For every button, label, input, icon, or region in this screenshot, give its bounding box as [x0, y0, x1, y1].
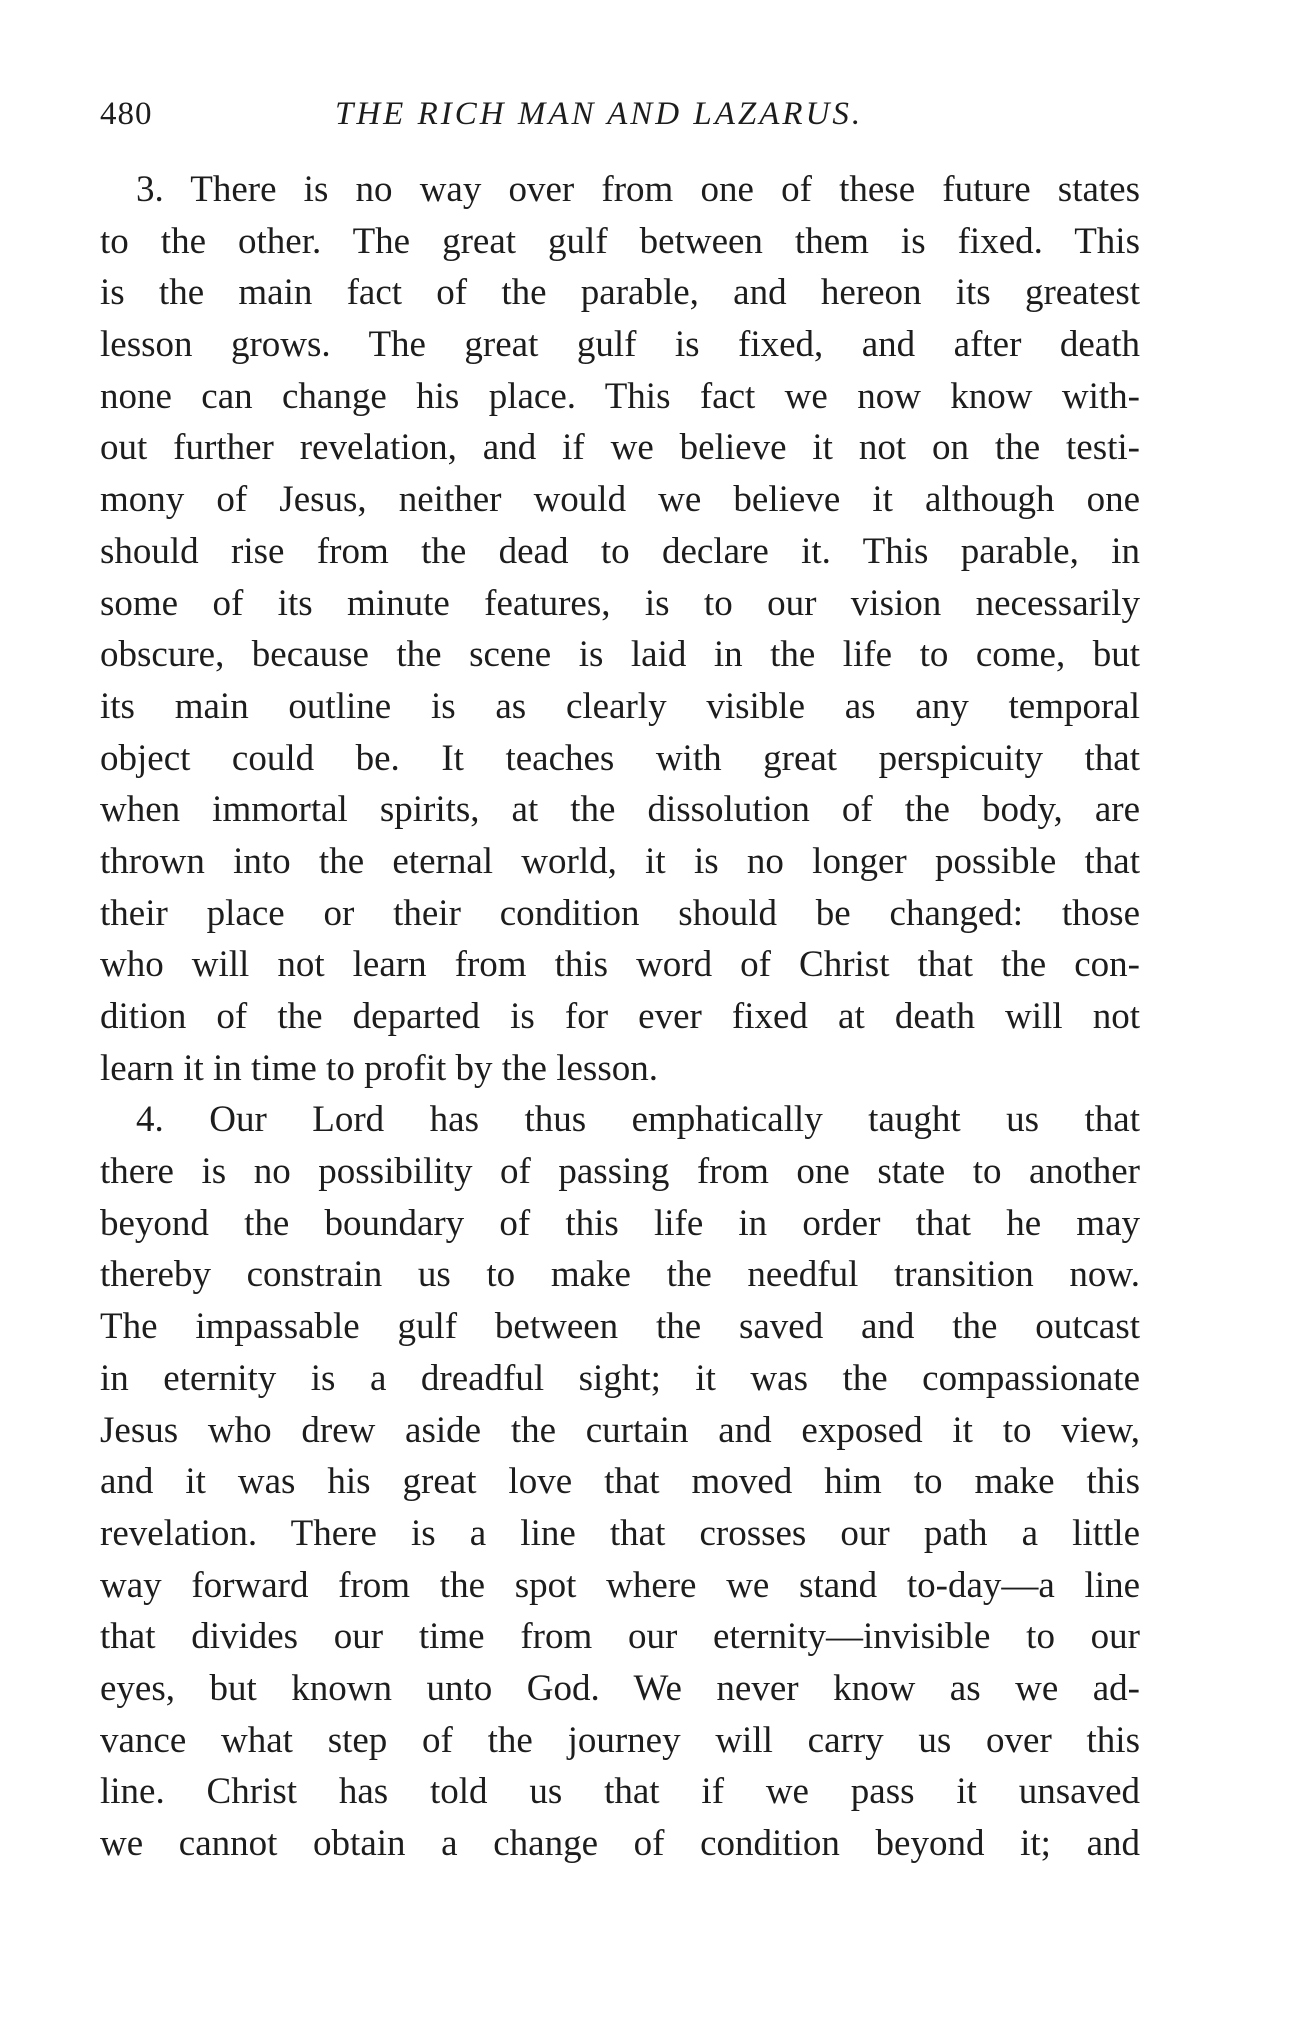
text-line: mony of Jesus, neither would we believe it although one: [100, 479, 1140, 521]
text-line: we cannot obtain a change of condition beyond it; and: [100, 1823, 1140, 1864]
text-line: dition of the departed is for ever fixed at death will not: [100, 996, 1140, 1037]
text-line: way forward from the spot where we stand to-day—a line: [100, 1564, 1140, 1606]
text-line: who will not learn from this word of Christ that the con-: [100, 944, 1140, 986]
text-line: when immortal spirits, at the dissolution of the body, are: [100, 789, 1140, 831]
text-line: and it was his great love that moved him to make this: [100, 1461, 1140, 1503]
text-line: out further revelation, and if we believe it not on the testi-: [100, 427, 1140, 469]
text-line: object could be. It teaches with great perspicuity that: [100, 737, 1140, 779]
text-line: 3. There is no way over from one of these future states: [136, 169, 1140, 210]
text-line: revelation. There is a line that crosses our path a little: [100, 1512, 1140, 1554]
text-line: eyes, but known unto God. We never know as we ad-: [100, 1667, 1140, 1709]
text-line: none can change his place. This fact we now know with-: [100, 375, 1140, 417]
text-line: that divides our time from our eternity—invisible to our: [100, 1616, 1140, 1658]
text-line: Jesus who drew aside the curtain and exposed it to view,: [100, 1409, 1140, 1451]
text-line: The impassable gulf between the saved and the outcast: [100, 1306, 1140, 1348]
text-line: in eternity is a dreadful sight; it was the compassionate: [100, 1357, 1140, 1399]
text-line: there is no possibility of passing from one state to another: [100, 1151, 1140, 1193]
text-line: is the main fact of the parable, and hereon its greatest: [100, 272, 1140, 314]
text-line: beyond the boundary of this life in order that he may: [100, 1202, 1140, 1244]
text-line: line. Christ has told us that if we pass it unsaved: [100, 1771, 1140, 1813]
page-number: 480: [100, 96, 153, 132]
text-line: to the other. The great gulf between them is fixed. This: [100, 220, 1140, 262]
running-head: [100, 96, 1140, 142]
text-line: vance what step of the journey will carry us over this: [100, 1719, 1140, 1761]
body-text: [100, 164, 1140, 1870]
text-line: some of its minute features, is to our vision necessarily: [100, 582, 1140, 624]
text-line: learn it in time to profit by the lesson.: [100, 1047, 658, 1089]
text-line: obscure, because the scene is laid in the life to come, but: [100, 634, 1140, 676]
book-page: [100, 96, 1140, 1870]
text-line: 4. Our Lord has thus emphatically taught us that: [136, 1099, 1140, 1141]
text-line: lesson grows. The great gulf is fixed, and after death: [100, 324, 1140, 366]
text-line: should rise from the dead to declare it. This parable, in: [100, 530, 1140, 572]
text-line: thrown into the eternal world, it is no longer possible that: [100, 840, 1140, 882]
text-line: thereby constrain us to make the needful transition now.: [100, 1254, 1140, 1296]
running-title: THE RICH MAN AND LAZARUS.: [335, 96, 864, 132]
text-line: their place or their condition should be changed: those: [100, 892, 1140, 934]
text-line: its main outline is as clearly visible as any temporal: [100, 685, 1140, 727]
